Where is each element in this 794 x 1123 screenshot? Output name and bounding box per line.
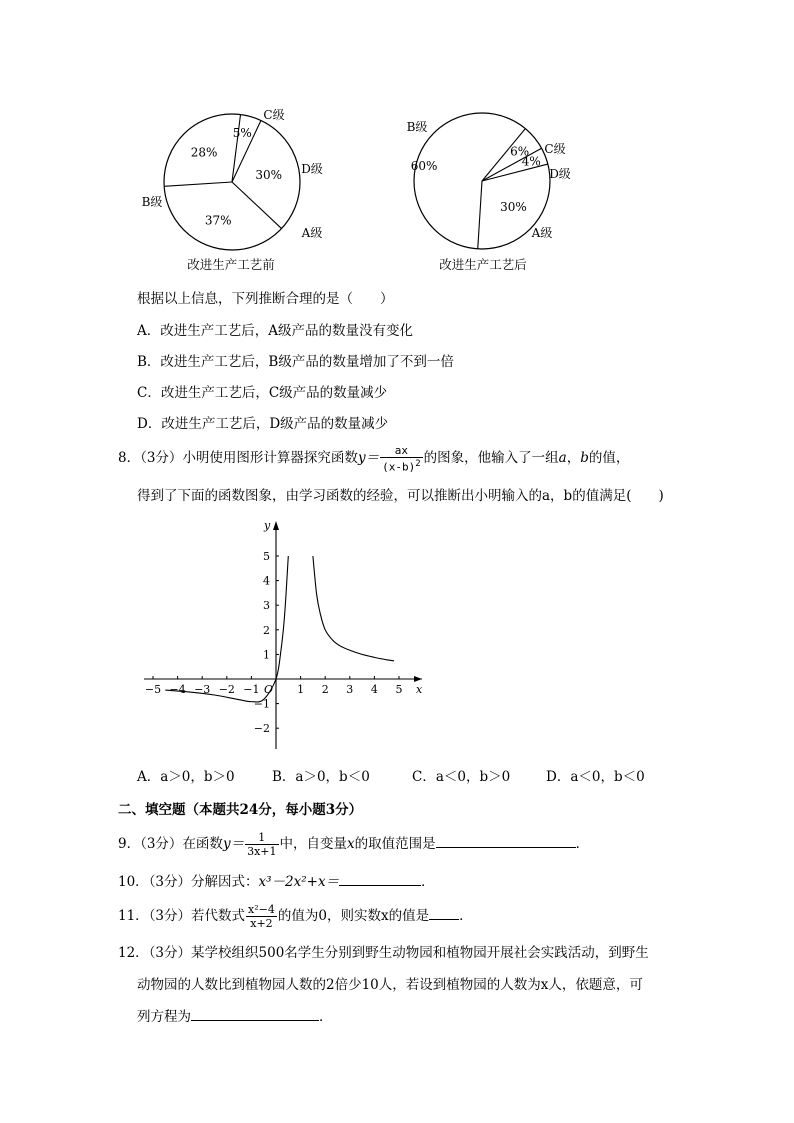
q8-var-a: a (558, 450, 567, 466)
x-tick-label: 5 (395, 683, 403, 696)
q9-end: ． (575, 836, 590, 852)
q8-text-a: 小明使用图形计算器探究函数 (182, 450, 358, 466)
pie-before-pct-C级: 28% (190, 145, 218, 160)
q11-frac-num: x²−4 (248, 903, 275, 916)
q9-text-a: 在函数 (182, 836, 223, 852)
q8-option-b: B．a＞0，b＜0 (272, 769, 370, 785)
pie-after-pct-A级: 30% (500, 200, 527, 215)
y-axis-label: y (264, 519, 271, 532)
x-tick-label: 1 (297, 683, 305, 696)
q8-y-eq: y＝ (357, 450, 380, 466)
y-tick-label: −2 (253, 722, 270, 736)
q9-score: （3分） (140, 836, 183, 852)
pie-after-pct-D级: 4% (521, 154, 541, 169)
q9-text-b: 中，自变量 (279, 836, 347, 852)
q9 (118, 828, 589, 860)
y-tick-label: 3 (263, 599, 270, 613)
q8-line2: 得到了下面的函数图象，由学习函数的经验，可以推断出小明输入的a，b的值满足( ) (137, 488, 664, 504)
q10 (118, 873, 435, 891)
q9-fraction (245, 831, 278, 858)
pie-chart-after (390, 100, 600, 278)
pie-after-label-A级: A级 (531, 226, 553, 240)
q12-line1-text: 某学校组织500名学生分别到野生动物园和植物园开展社会实践活动，到野生 (191, 945, 649, 961)
section-title-fill-in: 二、填空题（本题共24分，每小题3分） (118, 802, 363, 818)
q11-answer-blank[interactable] (429, 907, 459, 920)
q10-number: 10． (118, 874, 149, 890)
origin-label: O (264, 683, 274, 696)
x-tick-label: −4 (169, 683, 186, 696)
q7-option-d: D．改进生产工艺后，D级产品的数量减少 (137, 416, 389, 432)
function-graph (140, 515, 440, 755)
x-axis-label: x (416, 683, 423, 696)
q10-text-a: 分解因式： (191, 874, 259, 890)
q11 (118, 900, 473, 932)
q8-frac-num: ax (380, 444, 423, 458)
pie-after-pct-B级: 60% (410, 158, 438, 173)
y-axis-arrow (273, 521, 279, 530)
q9-frac-num: 1 (245, 831, 278, 845)
x-tick-label: −1 (243, 683, 260, 696)
pie-after-title: 改进生产工艺后 (439, 257, 527, 272)
x-tick-label: −2 (218, 683, 235, 696)
pie-before-slice-boundary-B级 (232, 182, 282, 229)
q8-frac-den-base: (x-b) (382, 460, 416, 474)
pie-after-slices (407, 113, 571, 249)
q10-score: （3分） (148, 874, 192, 890)
q12-line3 (137, 1008, 333, 1026)
q9-var: x (347, 836, 355, 852)
x-tick-label: −3 (194, 683, 211, 696)
q10-expression: x³－2x²+x＝ (258, 874, 340, 890)
pie-after-label-C级: C级 (544, 142, 566, 156)
q7-option-a: A．改进生产工艺后，A级产品的数量没有变化 (137, 323, 413, 339)
q9-text-c: 的取值范围是 (354, 836, 436, 852)
q8-option-a: A．a＞0，b＞0 (137, 769, 235, 785)
q12-score: （3分） (148, 945, 192, 961)
curve-right-branch (313, 556, 394, 661)
q8-frac-den (380, 458, 423, 474)
q9-frac-den: 3x+1 (247, 845, 277, 858)
pie-before-pct-A级: 30% (255, 167, 283, 182)
x-axis-arrow (414, 676, 422, 682)
pie-after-pct-C级: 6% (510, 144, 530, 159)
q11-text-a: 若代数式 (191, 908, 246, 924)
pie-chart-before (130, 100, 340, 278)
pie-after-slice-boundary-B级 (478, 181, 482, 249)
pie-before-label-B级: B级 (141, 195, 163, 209)
q10-answer-blank[interactable] (339, 873, 421, 886)
q7-option-c: C．改进生产工艺后，C级产品的数量减少 (137, 385, 388, 401)
x-tick-label: 4 (370, 683, 378, 696)
q8-number: 8． (118, 450, 141, 466)
q8-option-c: C．a＜0，b＞0 (412, 769, 511, 785)
q8-option-d: D．a＜0，b＜0 (546, 769, 645, 785)
q12-line2: 动物园的人数比到植物园人数的2倍少10人，若设到植物园的人数为x人，依题意，可 (137, 977, 643, 993)
pie-before-slice-boundary-C级 (164, 182, 232, 186)
pie-after-label-D级: D级 (549, 167, 571, 181)
q11-number: 11． (118, 908, 149, 924)
pie-before-label-C级: C级 (263, 108, 285, 122)
pie-before-label-A级: A级 (301, 226, 323, 240)
q11-score: （3分） (148, 908, 192, 924)
pie-before-pct-D级: 5% (232, 126, 252, 141)
q8-fraction (380, 444, 423, 474)
q7-stem: 根据以上信息，下列推断合理的是（ ） (137, 291, 394, 307)
y-tick-label: 5 (263, 550, 270, 563)
y-tick-label: 2 (263, 623, 270, 637)
q11-end: ． (459, 908, 473, 924)
pie-before-pct-B级: 37% (204, 213, 232, 228)
y-tick-label: −1 (253, 697, 270, 711)
q9-y-eq: y＝ (222, 836, 245, 852)
q8-frac-den-exp: 2 (415, 458, 421, 469)
y-tick-label: 1 (263, 648, 270, 662)
q8-text-c: 的值， (588, 450, 630, 466)
pie-after-label-B级: B级 (406, 120, 428, 134)
q11-frac-den: x+2 (250, 917, 273, 930)
q11-fraction (246, 903, 277, 930)
y-tick-label: 4 (263, 574, 270, 588)
q9-number: 9． (118, 836, 141, 852)
q8-comma: ， (566, 450, 581, 466)
q11-text-b: 的值为0，则实数x的值是 (277, 908, 430, 924)
q8-var-b: b (580, 450, 589, 466)
q8-text-b: 的图象，他输入了一组 (423, 450, 559, 466)
q8-line1 (118, 441, 629, 475)
pie-before-label-D级: D级 (301, 162, 323, 176)
x-tick-label: −5 (144, 683, 162, 696)
q12-line3-text: 列方程为 (137, 1009, 191, 1025)
q10-end: ． (421, 874, 435, 890)
q8-score: （3分） (140, 450, 183, 466)
q7-option-b: B．改进生产工艺后，B级产品的数量增加了不到一倍 (137, 354, 454, 370)
pie-before-title: 改进生产工艺前 (187, 257, 275, 272)
x-tick-label: 3 (346, 683, 354, 696)
x-tick-label: 2 (321, 683, 329, 696)
q12-line1 (118, 944, 649, 962)
q9-answer-blank[interactable] (436, 835, 576, 848)
q12-answer-blank[interactable] (191, 1008, 319, 1021)
pie-before-slices (142, 108, 323, 250)
q12-number: 12． (118, 945, 149, 961)
q12-end: ． (319, 1009, 333, 1025)
